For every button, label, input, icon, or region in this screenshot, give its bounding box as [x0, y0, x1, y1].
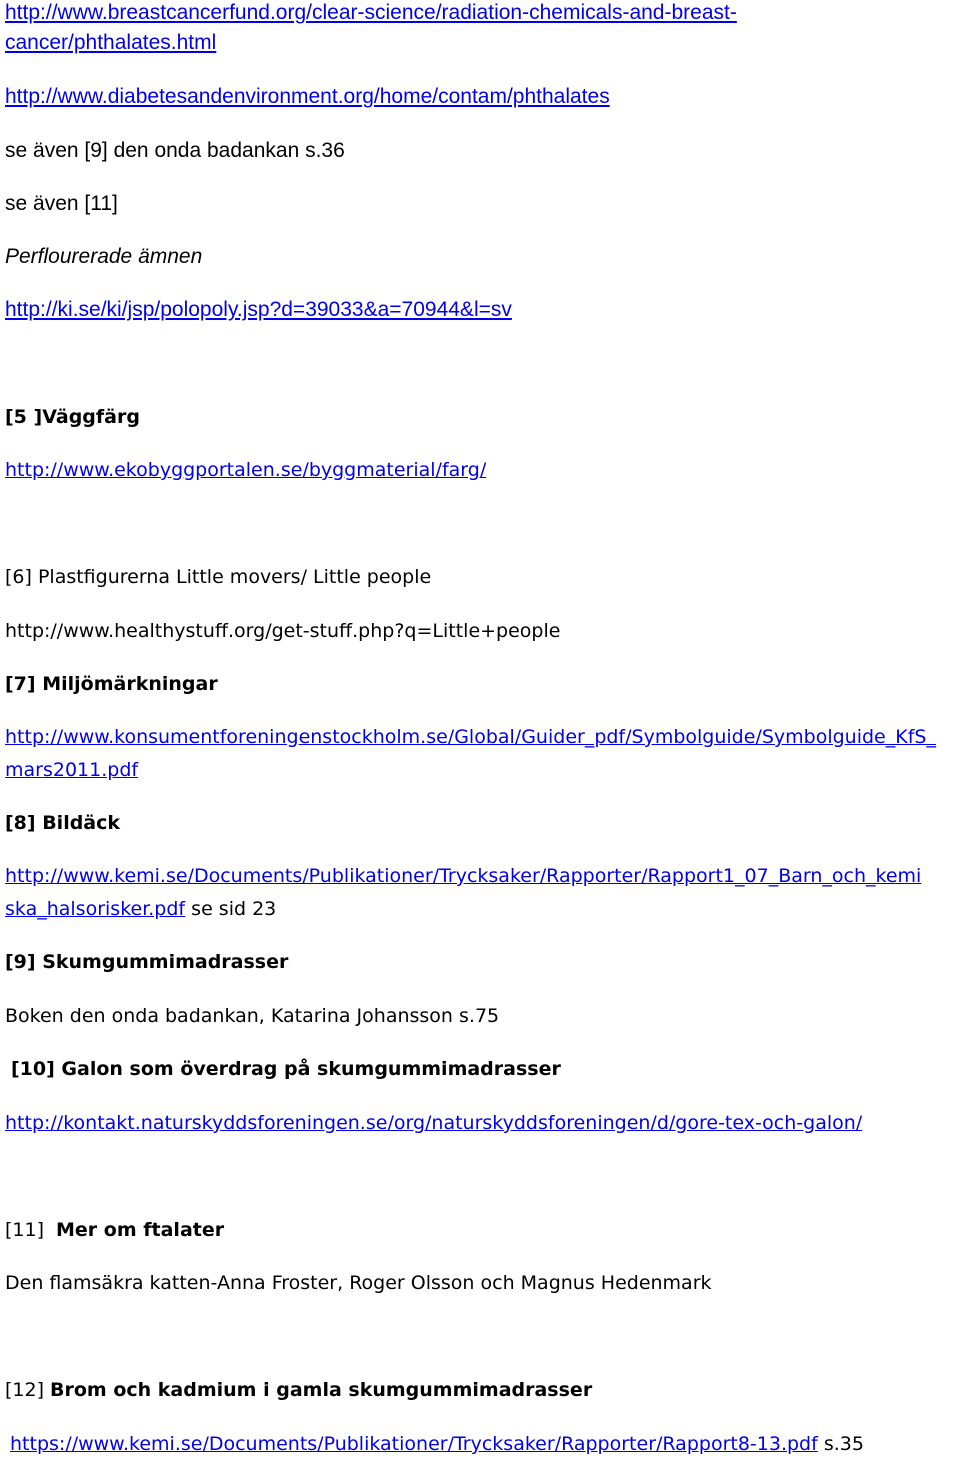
- kemi-rapport8-page: s.35: [817, 1433, 864, 1455]
- link-breastcancerfund-line1[interactable]: http://www.breastcancerfund.org/clear-science/radiation-chemicals-and-breast-: [5, 1, 737, 24]
- link-ki[interactable]: http://ki.se/ki/jsp/polopoly.jsp?d=39033&a=70944&l=sv: [5, 298, 512, 321]
- ref-12-heading: [5, 1377, 592, 1403]
- link-ekobyggportalen[interactable]: http://www.ekobyggportalen.se/byggmaterial/farg/: [5, 459, 487, 481]
- ref-7-heading: [7] Miljömärkningar: [5, 673, 218, 695]
- see-also-11: se även [11]: [5, 192, 118, 215]
- ref-12-number: [12]: [5, 1379, 45, 1401]
- kemi-page-note: se sid 23: [185, 898, 277, 920]
- ref-6-heading: [6] Plastfigurerna Little movers/ Little people: [5, 566, 432, 588]
- kemi-rapport8-line: [10, 1431, 864, 1457]
- healthystuff-url: http://www.healthystuff.org/get-stuff.php?q=Little+people: [5, 620, 561, 642]
- ref-8-heading: [8] Bildäck: [5, 812, 121, 834]
- link-diabetesandenvironment[interactable]: http://www.diabetesandenvironment.org/home/contam/phthalates: [5, 85, 610, 108]
- link-kemi-rapport8[interactable]: https://www.kemi.se/Documents/Publikationer/Trycksaker/Rapporter/Rapport8-13.pdf: [10, 1433, 818, 1455]
- ref-11-title: Mer om ftalater: [56, 1219, 225, 1241]
- link-naturskyddsforeningen[interactable]: http://kontakt.naturskyddsforeningen.se/org/naturskyddsforeningen/d/gore-tex-och-galon/: [5, 1112, 863, 1134]
- kemi-line2: [5, 896, 276, 922]
- link-breastcancerfund-line2[interactable]: cancer/phthalates.html: [5, 31, 217, 54]
- ref-10-heading: [10] Galon som överdrag på skumgummimadrasser: [11, 1058, 561, 1080]
- perfluor-heading: Perflourerade ämnen: [5, 245, 203, 268]
- link-kemi-line1[interactable]: http://www.kemi.se/Documents/Publikationer/Trycksaker/Rapporter/Rapport1_07_Barn_och_kemi: [5, 865, 922, 887]
- ref-11-number: [11]: [5, 1219, 45, 1241]
- book-flamsakra-katten: Den flamsäkra katten-Anna Froster, Roger Olsson och Magnus Hedenmark: [5, 1272, 712, 1294]
- ref-11-heading: [5, 1217, 224, 1243]
- ref-5-heading: [5 ]Väggfärg: [5, 406, 140, 428]
- link-konsumentforeningen-line2[interactable]: mars2011.pdf: [5, 759, 139, 781]
- book-badankan: Boken den onda badankan, Katarina Johansson s.75: [5, 1005, 500, 1027]
- link-konsumentforeningen-line1[interactable]: http://www.konsumentforeningenstockholm.se/Global/Guider_pdf/Symbolguide/Symbolguide_KfS_: [5, 726, 936, 748]
- see-also-9: se även [9] den onda badankan s.36: [5, 139, 345, 162]
- ref-9-heading: [9] Skumgummimadrasser: [5, 951, 289, 973]
- ref-12-title: Brom och kadmium i gamla skumgummimadrasser: [50, 1379, 593, 1401]
- link-kemi-line2[interactable]: ska_halsorisker.pdf: [5, 898, 186, 920]
